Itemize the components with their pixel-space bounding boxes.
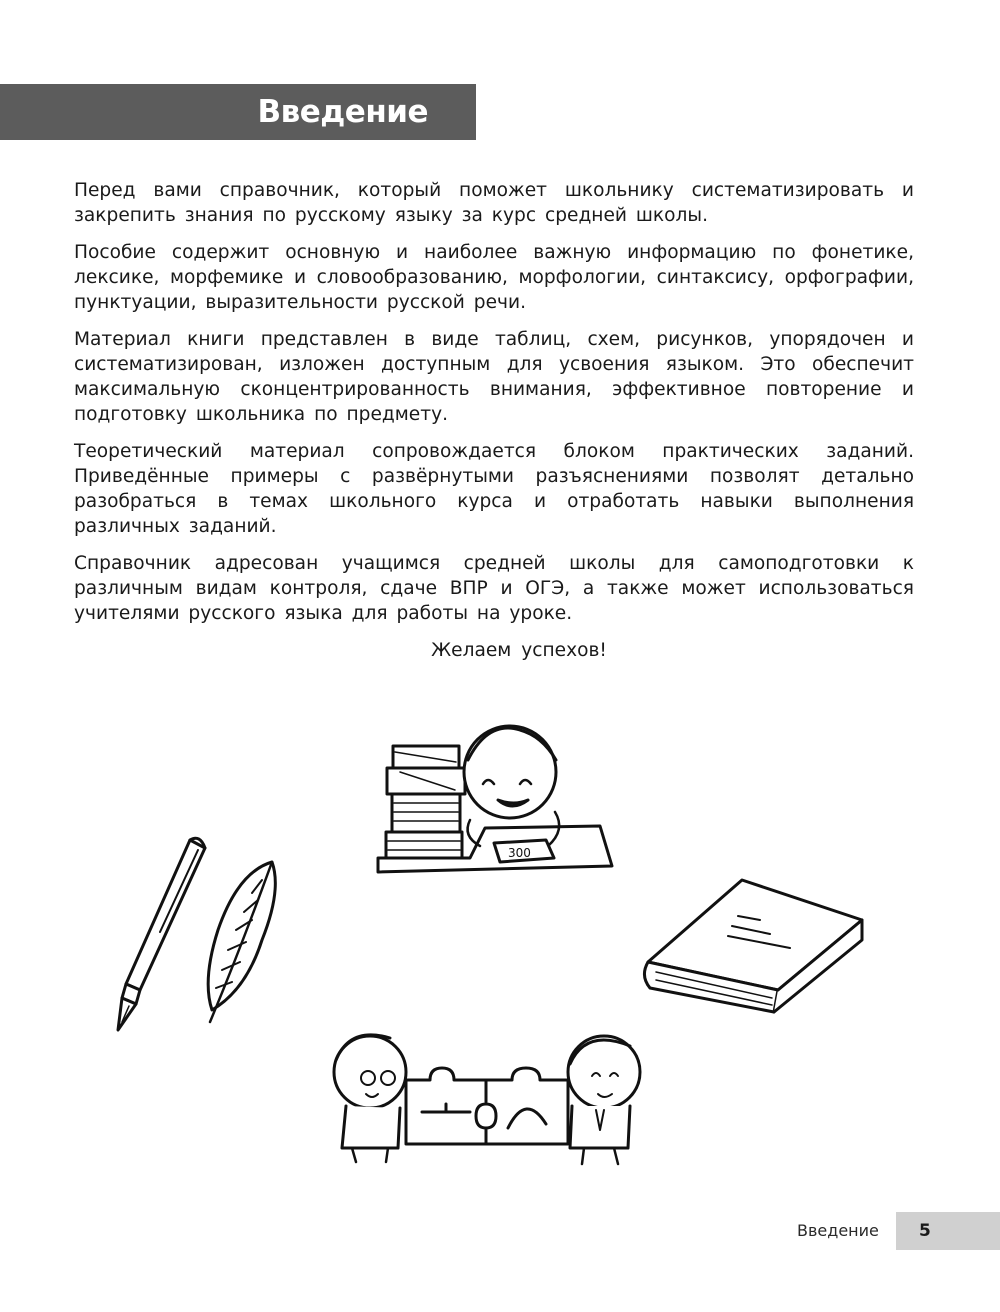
book-icon	[644, 880, 862, 1012]
student-at-desk-illustration	[378, 726, 612, 872]
puzzle-piece-icon	[406, 1068, 486, 1144]
paragraph: Перед вами справочник, который поможет школьнику систематизировать и закрепить знания по русскому языку за курс средней школы.	[74, 180, 914, 226]
boy-with-tie-icon	[568, 1036, 640, 1164]
paragraph: Материал книги представлен в виде таблиц, схем, рисунков, упорядочен и систематизирован, изложен доступным для усвоения языком. Это обеспечит максимальную сконцентрированность внимания, эффективное повторение и подготовку школьника по предмету.	[74, 329, 914, 425]
puzzle-piece-icon	[486, 1068, 568, 1144]
paragraph: Теоретический материал сопровождается блоком практических заданий. Приведённые примеры с развёрнутыми разъяснениями позволят детально разобраться в темах школьного курса и отработать навыки выполнения различных заданий.	[74, 441, 914, 537]
paragraph: Справочник адресован учащимся средней школы для самоподготовки к различным видам контроля, сдаче ВПР и ОГЭ, а также может использоваться учителями русского языка для работы на уроке.	[74, 553, 914, 624]
page-number-box	[896, 1212, 1000, 1250]
kids-with-puzzle-illustration	[334, 1035, 640, 1164]
page-number: 5	[919, 1221, 931, 1241]
svg-text:300: 300	[508, 846, 531, 860]
tablet-icon	[494, 840, 554, 862]
paragraph: Пособие содержит основную и наиболее важную информацию по фонетике, лексике, морфемике и словообразованию, морфологии, синтаксису, орфографии, пунктуации, выразительности русской речи.	[74, 242, 914, 313]
fountain-pen-icon	[118, 838, 205, 1030]
page-title: Введение	[257, 94, 428, 130]
girl-with-glasses-icon	[334, 1035, 406, 1162]
closing-wish: Желаем успехов!	[431, 640, 607, 661]
quill-feather-icon	[208, 862, 275, 1022]
book-stack-icon	[386, 746, 465, 858]
footer-section-label: Введение	[797, 1221, 879, 1240]
